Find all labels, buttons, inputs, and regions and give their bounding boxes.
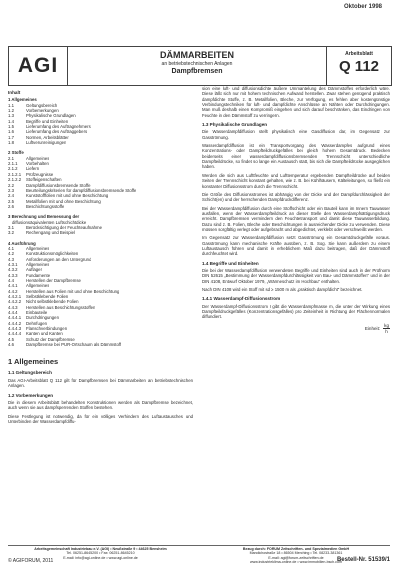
toc-entry-title: Metallfolien mit und ohne Beschichtung [26,198,101,204]
toc-entry-title: Auflager [26,267,43,273]
toc-list-1 [8,103,193,146]
unit-formula [202,323,390,335]
toc-entry-number: 2.1 [8,155,14,161]
toc-entry-title: Kanten und Kanten [26,331,63,337]
toc-entry-number: 4.4.4.4 [8,331,22,337]
toc-entry-number: 4.4.4 [8,310,18,316]
toc-entry-number: 4.3.3 [8,272,18,278]
unit-label: Einheit: [364,325,381,331]
toc-entry-number: 1.4 [8,118,14,124]
paragraph-grundlagen-5: Bei der Wasserdampfdiffusion durch eine Stoffschicht oder ein Bauteil kann im Innern Tauwasser ausfallen, wenn der Wasserdampfteildruck an dieser Stelle den Wasserdampfsättigungsdruck erreicht. Dampfbremsen vermindern den Feuchtetransport und damit diese Tauwasserbildung. Dazu sind z. B. Folien, Bleche oder Beschichtungen in ausreichender Dicke zu verwenden. Diese müssen sorgfältig verlegt oder aufgebracht und abgedichtet, verklebt oder verschweißt werden. [202,205,390,232]
toc-entry-title: Prüfzeugnisse [26,171,54,177]
toc-entry-number: 1.3 [8,113,14,119]
toc-entry-number: 4.3.1 [8,261,18,267]
toc-entry-title: Beurteilungskriterien für dampfdiffusionsbremsende Stoffe [26,187,137,193]
document-topic: Dampfbremsen [171,68,223,75]
toc-heading: Inhalt [8,90,21,95]
sheet-label: Arbeitsblatt [345,51,373,57]
paragraph-vorbemerkungen-2: Diese Festlegung ist notwendig, da für ein völliges Verhindern des Luftaustausches und Unterbinden der Wasserdampfdiffu- [8,413,193,424]
document-title: DÄMMARBEITEN [160,50,234,60]
toc-entry [8,342,193,347]
footer-distributor-line-2: Mandichostraße 18 • 86504 Merching • Tel. 08233-381361 [249,551,343,556]
toc-entry-number: 4.4.4.3 [8,326,22,332]
toc-entry-number: 2.1.2.2 [8,177,22,183]
toc-entry-number: 4.3 [8,256,14,262]
toc-entry-number: 4.6 [8,342,14,348]
unit-numerator: kg [384,322,389,328]
toc-entry-title: Fundamente [26,272,51,278]
toc-entry-number: 1.2 [8,108,14,114]
toc-entry-number: 4.1 [8,245,14,251]
toc-entry-title: Dehnfugen [26,320,48,326]
toc-entry-number: 4.4.2.2 [8,299,22,305]
toc-entry-number: 1.1 [8,102,14,108]
left-column [8,86,193,427]
toc-entry-title: Anforderungen an den Untergrund [26,256,92,262]
toc-entry-number: 3.1 [8,224,14,230]
footer-publisher-line-3: E-mail: info@agi-online.de • www.agi-online.de [63,555,138,560]
toc-entry-title: Dampfbremse bei PUR-Ortschaum als Dämmstoff [26,342,122,348]
toc-entry-title: Dampfdiffusionsbremsende Stoffe [26,182,91,188]
paragraph-grundlagen-2: Wasserdampfdiffusion ist ein Transportvorgang des Wasserdampfes aufgrund eines Konzentrations- oder Dampfteildruckgefälles bei gleich hohem Gesamtdruck. Bedecken beiderseits einer wasserdampfdiffusionsbremsenden Trennschicht unterschiedliche Dampfteildrücke, so findet so lange ein Austausch statt, bis sich die Dampfteildrücke ausgeglichen haben. [202,143,390,170]
toc-entry-number: 1.8 [8,140,14,146]
sheet-block [327,47,391,85]
toc-entry-title: Vorbehalten [26,161,49,167]
sheet-code: Q 112 [338,58,380,75]
toc-section-2: 2 Stoffe [8,150,24,156]
agi-logo: AGI [9,47,68,85]
toc-entry-title: Konstruktionsmöglichkeiten [26,251,79,257]
order-number: Bestell-Nr. 51539/1 [336,557,390,563]
toc-entry-number: 4.4 [8,278,14,283]
toc-section-4: 4 Ausführung [8,240,36,246]
toc-entry-number: 4.4.1 [8,283,18,289]
toc-entry-title: Berücksichtigung der Feuchteaufnahme [26,224,102,230]
toc-section-3-cont: diffusionsäquivalenten Luftschichtdicke [12,219,87,225]
toc-entry-number: 1.5 [8,124,14,130]
toc-entry-number: 2.1.1 [8,161,18,167]
toc-entry-title: Lieferumfang des Auftraggebers [26,129,88,135]
toc-entry-title: Physikalische Grundlagen [26,113,76,119]
paragraph-diffusionsstrom: Der Wasserdampf-Diffusionsstrom I gibt die Wasserdampfmasse m, die unter der Wirkung eines Dampfteildruckgefälles (Konzentrationsgefälles) pro Zeiteinheit in Richtung der Flächennormalen diffundiert. [202,303,390,320]
toc-entry-number: 4.4.4.1 [8,315,22,321]
paragraph-geltungsbereich: Das AGI-Arbeitsblatt Q 112 gilt für Dampfbremsen bei Dämmarbeiten an betriebstechnischen Anlagen. [8,377,193,389]
toc-list-4 [8,246,193,348]
paragraph-continuation: sion eine luft- und diffusionsdichte äußere Ummantelung des Dämmstoffes erforderlich wäre. Diese läßt sich nur mit hohem technischen Aufwand herstellen. Zwar stehen genügend praktisch dampfdichte Stoffe, z. B. Metallfolien, Bleche, zur Verfügung, es fehlen aber kostengünstige Verbindungstechniken für luft- und dampfdichte Anschlüsse an Nähten oder Durchdringungen. Man muß deshalb einen Kompromiß eingehen und sich darauf beschränken, das Eindringen von Feuchte in den Dämmstoff zu verringern. [202,86,390,118]
document-header [8,46,392,86]
heading-vorbemerkungen: 1.2 Vorbemerkungen [8,392,54,398]
toc-entry-number: 2.4 [8,193,14,199]
toc-entry-title: Lieferumfang des Auftragnehmers [26,124,91,130]
toc-entry-title: Allgemeines [26,155,50,161]
toc-entry-number: 2.1.2 [8,166,18,172]
toc-list-2 [8,156,193,209]
footer-distributor-line-3: E-mail: agi@forum-zeitschriften.de [268,555,324,560]
toc-entry-number: 4.3.2 [8,267,18,273]
toc-entry-title: Normen, Arbeitsblätter [26,134,69,140]
toc-list-3 [8,225,193,236]
paragraph-begriffe-1: Die bei der Wasserdampfdiffusion verwendeten Begriffe und Einheiten sind auch in der Prüfnorm DIN 52615 „Bestimmung der Wasserdampfdurchlässigkeit von Bau- und Dämmstoffen" und in der DIN 4108, Entwurf Oktober 1979, „Wärmeschutz im Hochbau" enthalten. [202,267,390,284]
toc-entry-title: Luftverunreinigungen [26,140,67,146]
toc-entry-title: Rechengang und Beispiel [26,230,75,236]
toc-entry-title: Begriffe und Einheiten [26,118,69,124]
toc-entry-number: 2.1.2.1 [8,171,22,177]
unit-denominator: h [385,329,388,335]
toc-entry-title: Schutz der Dampfbremse [26,336,75,342]
toc-entry-number: 4.4.2.1 [8,294,22,300]
paragraph-grundlagen-6: Im Gegensatz zur Wasserdampfdiffusion setzt Gasströmung ein Gesamtdruckgefälle voraus. Gasströmung kann mechanische Kräfte ausüben, z. B. Sog. Sie kann außerdem zu einem Luftaustausch führen und damit in erheblichem Maß dazu beitragen, daß der Dämmstoff durchfeuchtet wird. [202,235,390,257]
toc-entry-title: Allgemeines [26,261,50,267]
toc-entry-title: Kunststofffolien mit und ohne Beschichtung [26,193,109,199]
toc-entry-number: 4.4.3 [8,304,18,310]
toc-entry-title: Stoffeigenschaften [26,177,62,183]
toc-entry-number: 4.2 [8,251,14,257]
toc-entry-title: Durchdringungen [26,315,59,321]
toc-entry-title: Vorbemerkungen [26,108,59,114]
toc-entry-number: 2.2 [8,182,14,188]
toc-entry-title: Flanschverbindungen [26,326,68,332]
toc-entry-title: Einbauteile [26,310,48,316]
header-title-block [68,47,327,85]
heading-physikalische-grundlagen: 1.3 Physikalische Grundlagen [202,122,268,128]
toc-section-3: 3 Berechnung und Bemessung der [8,214,80,220]
footer-publisher-line-1: Arbeitsgemeinschaft Industriebau e.V. (AGI) • Neußstraße 9 • 44625 Bensheim [34,547,167,551]
toc-entry-title: Allgemeines [26,245,50,251]
right-column [202,86,390,334]
paragraph-grundlagen-3: Werden die sich aus Lufttfeuchte und Lufttemperatur ergebenden Dampfteildrücke auf beiden Seiten der Trennschicht konstant gehalten, wie z. B. bei Kühlhäusern, Kälteleitungen, so fließt ein konstanter Diffusionsstrom durch die Trennschicht. [202,172,390,189]
toc-entry-title: Herstellen aus Folien mit und ohne Beschichtung [26,288,120,294]
toc-entry-title: Selbstklebende Folien [26,294,69,300]
toc-entry-number: 4.4.2 [8,288,18,294]
toc-entry-title: Liefern [26,166,40,172]
paragraph-grundlagen-1: Die Wasserdampfdiffusion stellt physikalisch eine Gasdiffusion dar, im Gegensatz zur Gasströmung. [202,129,390,140]
footer-publisher-line-2: Tel. 06251-8645200 • Fax: 06251-8645210 [66,551,135,556]
toc-section-1: 1 Allgemeines [8,97,37,103]
paragraph-begriffe-2: Nach DIN 4108 wird ein Stoff mit sd ≥ 1500 m als „praktisch dampfdicht" bezeichnet. [202,287,363,292]
toc-entry-title: Herstellen der Dampfbremse [26,278,81,283]
toc-entry-number: 4.5 [8,336,14,342]
toc-entry-title: Geltungsbereich [26,102,58,108]
paragraph-grundlagen-4: Die Größe des Diffusionsstromes ist abhängig von der Dicke und der Dampfdurchlässigkeit der Schicht(en) und der herrschenden Dampfdruckdifferenz. [202,191,390,203]
section-heading-allgemeines: 1 Allgemeines [8,357,59,367]
footer-distributor-line-1: Bezug durch: FORUM Zeitschriften- und Spezialmedien GmbH [242,547,350,551]
heading-diffusionsstrom: 1.4.1 Wasserdampf-Diffusionsstrom [202,296,281,302]
toc-entry-number: 4.4.4.2 [8,320,22,326]
copyright: © AGIFORUM, 2011 [8,558,54,564]
toc-entry-title: Beschichtungsstoffe [26,203,65,209]
document-subtitle: an betriebstechnischen Anlagen [161,61,233,67]
footer-divider [8,545,390,546]
toc-entry-title: Herstellen aus Beschichtungsstoffen [26,304,96,310]
toc-entry-title: Nicht selbstklebende Folien [26,299,79,305]
toc-entry-number: 2.5 [8,198,14,204]
toc-entry-number: 3.2 [8,230,14,236]
paragraph-vorbemerkungen-1: Die in diesem Arbeitsblatt behandelten Konstruktionen werden als Dampfbremse bezeichnet, auch wenn sie aus dampfsperrenden Stoffen bestehen. [8,399,193,411]
toc-entry-number: 2.3 [8,187,14,193]
heading-geltungsbereich: 1.1 Geltungsbereich [8,370,52,376]
toc-entry-number: 2.6 [8,203,14,209]
unit-fraction [383,323,390,335]
toc-entry-title: Allgemeines [26,283,50,289]
toc-entry-number: 1.6 [8,129,14,135]
toc-entry-number: 1.7 [8,134,14,140]
issue-date: Oktober 1998 [343,4,382,10]
footer-distributor-line-4: www.industrieklima-online.de • www.immobilien-bsch.com [250,560,342,565]
heading-begriffe: 1.4 Begriffe und Einheiten [202,260,259,266]
